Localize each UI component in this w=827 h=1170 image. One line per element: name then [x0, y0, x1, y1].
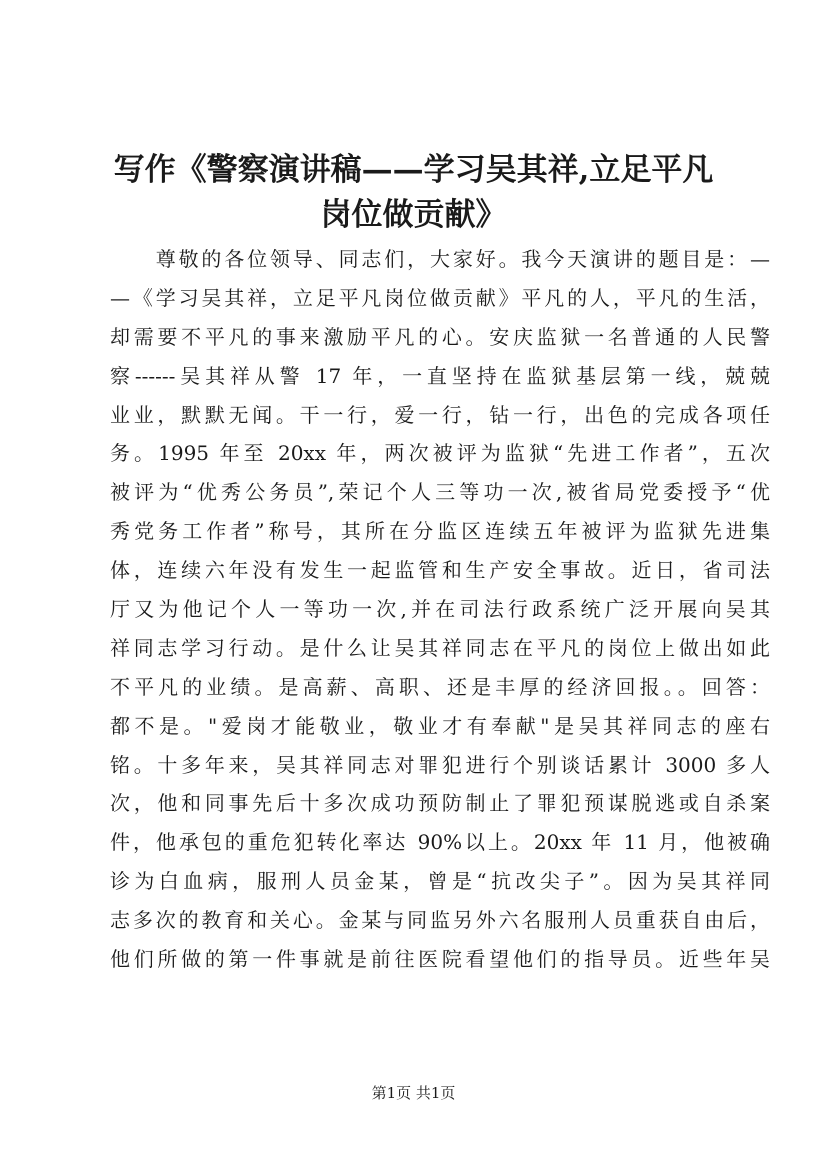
document-title: [0, 148, 827, 238]
body-line: 志多次的教育和关心。金某与同监另外六名服刑人员重获自由后，: [110, 908, 770, 933]
title-line-2: 岗位做贡献》: [320, 197, 507, 233]
body-line: 秀党务工作者”称号，其所在分监区连续五年被评为监狱先进集: [110, 519, 770, 544]
body-line: 尊敬的各位领导、同志们，大家好。我今天演讲的题目是：—: [110, 247, 770, 271]
body-line: 却需要不平凡的事来激励平凡的心。安庆监狱一名普通的人民警: [110, 324, 770, 349]
body-line: 件，他承包的重危犯转化率达 90%以上。20xx 年 11 月，他被确: [110, 830, 770, 855]
body-line: 业业，默默无闻。干一行，爱一行，钻一行，出色的完成各项任: [110, 402, 770, 427]
body-line: 他们所做的第一件事就是前往医院看望他们的指导员。近些年吴: [110, 947, 770, 972]
body-line: 祥同志学习行动。是什么让吴其祥同志在平凡的岗位上做出如此: [110, 635, 770, 660]
body-paragraph: [110, 240, 770, 979]
page-footer: 第1页 共1页: [371, 1084, 456, 1102]
body-line: 被评为“优秀公务员”,荣记个人三等功一次,被省局党委授予“优: [110, 480, 770, 505]
body-line: 务。1995 年至 20xx 年，两次被评为监狱“先进工作者”，五次: [110, 441, 770, 466]
body-line: 都不是。"爱岗才能敬业，敬业才有奉献"是吴其祥同志的座右: [110, 713, 770, 738]
body-line: 不平凡的业绩。是高薪、高职、还是丰厚的经济回报。。回答：: [110, 674, 770, 699]
body-line: 铭。十多年来，吴其祥同志对罪犯进行个别谈话累计 3000 多人: [110, 752, 770, 777]
title-line-1: 写作《警察演讲稿——学习吴其祥,立足平凡: [113, 152, 714, 188]
body-line: 诊为白血病，服刑人员金某，曾是“抗改尖子”。因为吴其祥同: [110, 869, 770, 894]
body-line: —《学习吴其祥，立足平凡岗位做贡献》平凡的人，平凡的生活，: [110, 285, 770, 310]
body-line: 次，他和同事先后十多次成功预防制止了罪犯预谋脱逃或自杀案: [110, 791, 770, 816]
body-line: 察------吴其祥从警 17 年，一直坚持在监狱基层第一线，兢兢: [110, 363, 770, 388]
body-line: 厅又为他记个人一等功一次,并在司法行政系统广泛开展向吴其: [110, 597, 770, 622]
body-line: 体，连续六年没有发生一起监管和生产安全事故。近日，省司法: [110, 558, 770, 583]
